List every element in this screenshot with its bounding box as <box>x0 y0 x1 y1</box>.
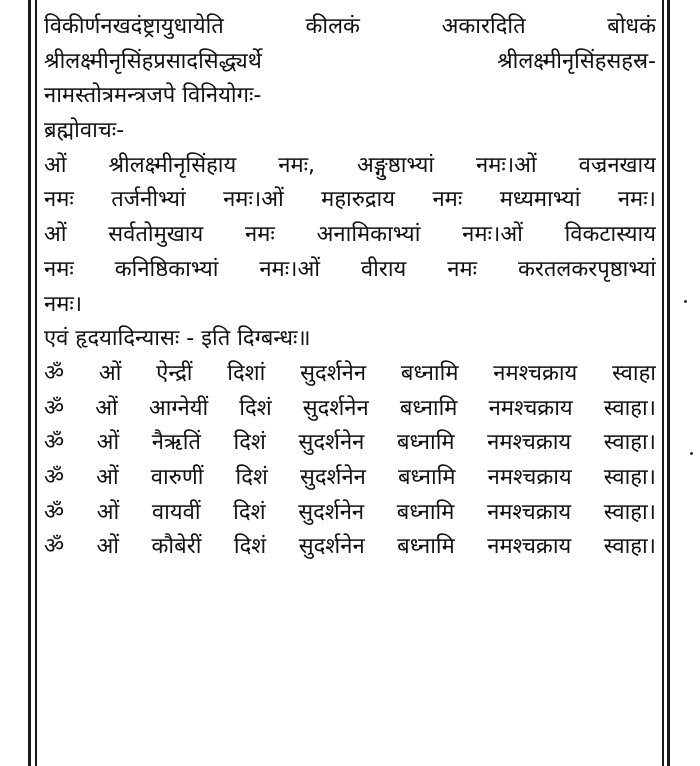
left-border-inner-rule <box>35 0 37 766</box>
right-border-inner-rule <box>662 0 664 766</box>
mantra-line: ॐ ओं आग्नेयीं दिशं सुदर्शनेन बध्नामि नमश्चक्राय स्वाहा। <box>44 395 656 421</box>
text-line: श्रीलक्ष्मीनृसिंहप्रसादसिद्ध्यर्थे श्रीलक्ष्मीनृसिंहसहस्र- <box>44 48 656 74</box>
text-line: नमः। <box>44 291 83 317</box>
mantra-line: ॐ ओं वायवीं दिशं सुदर्शनेन बध्नामि नमश्चक्राय स्वाहा। <box>44 499 656 525</box>
text-line: विकीर्णनखदंष्ट्रायुधायेति कीलकं अकारदिति बोधकं <box>44 14 656 39</box>
mantra-line: ॐ ओं कौबेरीं दिशं सुदर्शनेन बध्नामि नमश्चक्राय स्वाहा। <box>44 534 656 560</box>
text-line: एवं हृदयादिन्यासः - इति दिग्बन्धः॥ <box>44 326 311 352</box>
text-page <box>44 10 656 565</box>
mantra-line: ॐ ओं ऐन्द्रीं दिशां सुदर्शनेन बध्नामि नमश्चक्राय स्वाहा <box>44 360 656 386</box>
scan-speck <box>684 300 687 303</box>
text-line: नमः तर्जनीभ्यां नमः।ओं महारुद्राय नमः मध्यमाभ्यां नमः। <box>44 187 656 213</box>
mantra-line: ॐ ओं वारुणीं दिशं सुदर्शनेन बध्नामि नमश्चक्राय स्वाहा। <box>44 464 656 490</box>
text-line: नामस्तोत्रमन्त्रजपे विनियोगः- <box>44 83 262 109</box>
mantra-line: ॐ ओं नैऋतिं दिशं सुदर्शनेन बध्नामि नमश्चक्राय स्वाहा। <box>44 430 656 456</box>
text-line: ओं श्रीलक्ष्मीनृसिंहाय नमः, अङ्गुष्ठाभ्यां नमः।ओं वज्रनखाय <box>44 152 656 178</box>
right-border-outer-rule <box>667 0 670 766</box>
text-line: नमः कनिष्ठिकाभ्यां नमः।ओं वीराय नमः करतलकरपृष्ठाभ्यां <box>44 256 656 282</box>
text-line: ओं सर्वतोमुखाय नमः अनामिकाभ्यां नमः।ओं विकटास्याय <box>44 222 656 248</box>
left-border-outer-rule <box>28 0 31 766</box>
scan-speck <box>690 452 693 455</box>
section-heading: ब्रह्मोवाचः- <box>44 118 125 144</box>
